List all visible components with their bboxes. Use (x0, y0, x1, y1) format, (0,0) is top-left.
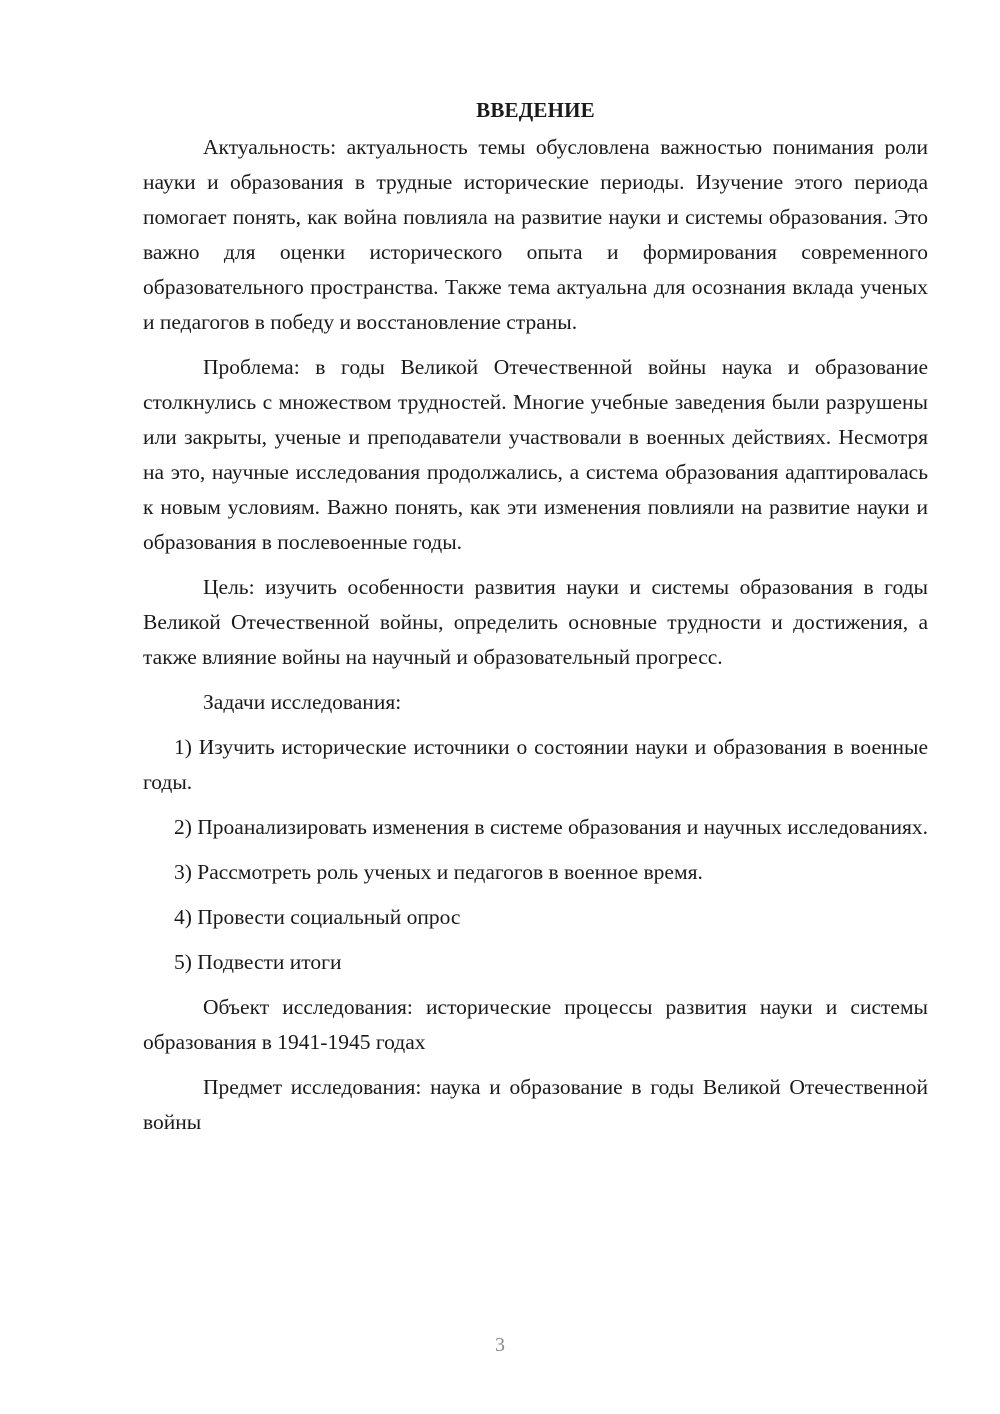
task-item-3: 3) Рассмотреть роль ученых и педагогов в военное время. (174, 860, 703, 884)
document-page (143, 96, 928, 1150)
page-title: ВВЕДЕНИЕ (476, 98, 595, 122)
page-number: 3 (495, 1334, 505, 1356)
actuality-paragraph: Актуальность: актуальность темы обусловлена важностью понимания роли науки и образования в трудные исторические периоды. Изучение этого периода помогает понять, как война повлияла на развитие науки и системы образования. Это важно для оценки исторического опыта и формирования современного образовательного пространства. Также тема актуальна для осознания вклада ученых и педагогов в победу и восстановление страны. (143, 135, 928, 334)
task-item-4: 4) Провести социальный опрос (174, 905, 461, 929)
task-item-2: 2) Проанализировать изменения в системе образования и научных исследованиях. (174, 815, 928, 839)
task-item-1: 1) Изучить исторические источники о состоянии науки и образования в военные годы. (143, 735, 928, 794)
task-item-5: 5) Подвести итоги (174, 950, 342, 974)
tasks-heading: Задачи исследования: (203, 690, 402, 714)
problem-paragraph: Проблема: в годы Великой Отечественной войны наука и образование столкнулись с множеством трудностей. Многие учебные заведения были разрушены или закрыты, ученые и преподаватели участвовали в военных действиях. Несмотря на это, научные исследования продолжались, а система образования адаптировалась к новым условиям. Важно понять, как эти изменения повлияли на развитие науки и образования в послевоенные годы. (143, 355, 928, 554)
subject-paragraph: Предмет исследования: наука и образование в годы Великой Отечественной войны (143, 1075, 928, 1134)
object-paragraph: Объект исследования: исторические процессы развития науки и системы образования в 1941-1945 годах (143, 995, 928, 1054)
goal-paragraph: Цель: изучить особенности развития науки и системы образования в годы Великой Отечественной войны, определить основные трудности и достижения, а также влияние войны на научный и образовательный прогресс. (143, 575, 928, 669)
